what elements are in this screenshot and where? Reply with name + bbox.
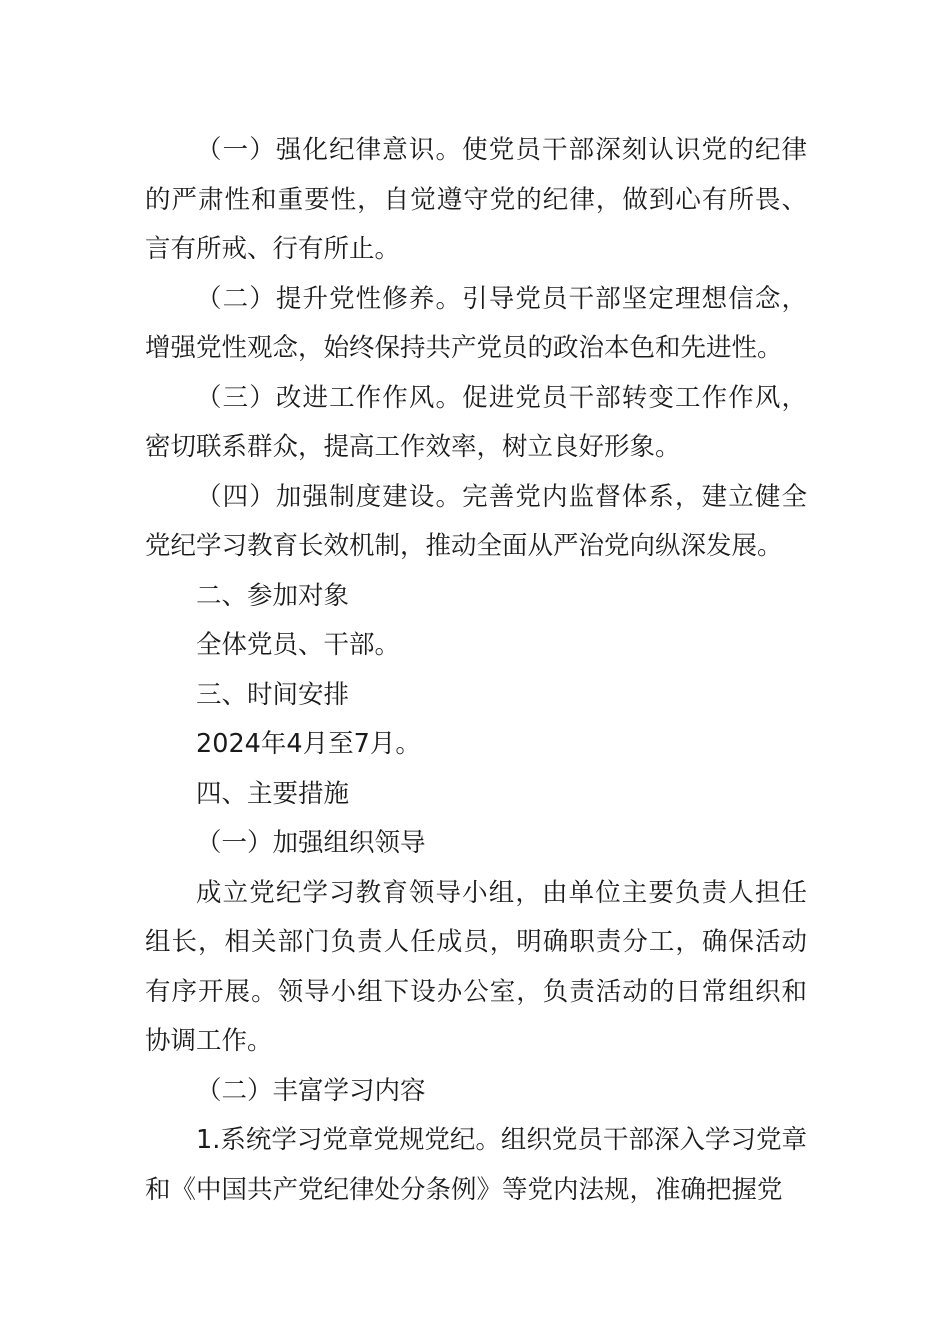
goal-paragraph-1: （一）强化纪律意识。使党员干部深刻认识党的纪律的严肃性和重要性，自觉遵守党的纪律，做到心有所畏、言有所戒、行有所止。 xyxy=(145,135,807,264)
subheading-organization: （一）加强组织领导 xyxy=(196,828,426,858)
subheading-content: （二）丰富学习内容 xyxy=(196,1075,426,1106)
content-item-1: 1.系统学习党章党规党纪。组织党员干部深入学习党章和《中国共产党纪律处分条例》等党内法规，准确把握党 xyxy=(145,1125,807,1205)
document-body xyxy=(145,126,807,1215)
organization-text: 成立党纪学习教育领导小组，由单位主要负责人担任组长，相关部门负责人任成员，明确职责分工，确保活动有序开展。领导小组下设办公室，负责活动的日常组织和协调工作。 xyxy=(145,877,807,1056)
goal-paragraph-2: （二）提升党性修养。引导党员干部坚定理想信念，增强党性观念，始终保持共产党员的政治本色和先进性。 xyxy=(145,283,807,363)
schedule-text: 2024年4月至7月。 xyxy=(196,729,421,759)
section-heading-measures: 四、主要措施 xyxy=(196,778,350,809)
goal-paragraph-4: （四）加强制度建设。完善党内监督体系，建立健全党纪学习教育长效机制，推动全面从严治党向纵深发展。 xyxy=(145,481,807,561)
goal-paragraph-3: （三）改进工作作风。促进党员干部转变工作作风，密切联系群众，提高工作效率，树立良好形象。 xyxy=(145,382,807,462)
participants-text: 全体党员、干部。 xyxy=(196,630,401,660)
section-heading-schedule: 三、时间安排 xyxy=(196,679,350,710)
section-heading-participants: 二、参加对象 xyxy=(196,580,350,611)
